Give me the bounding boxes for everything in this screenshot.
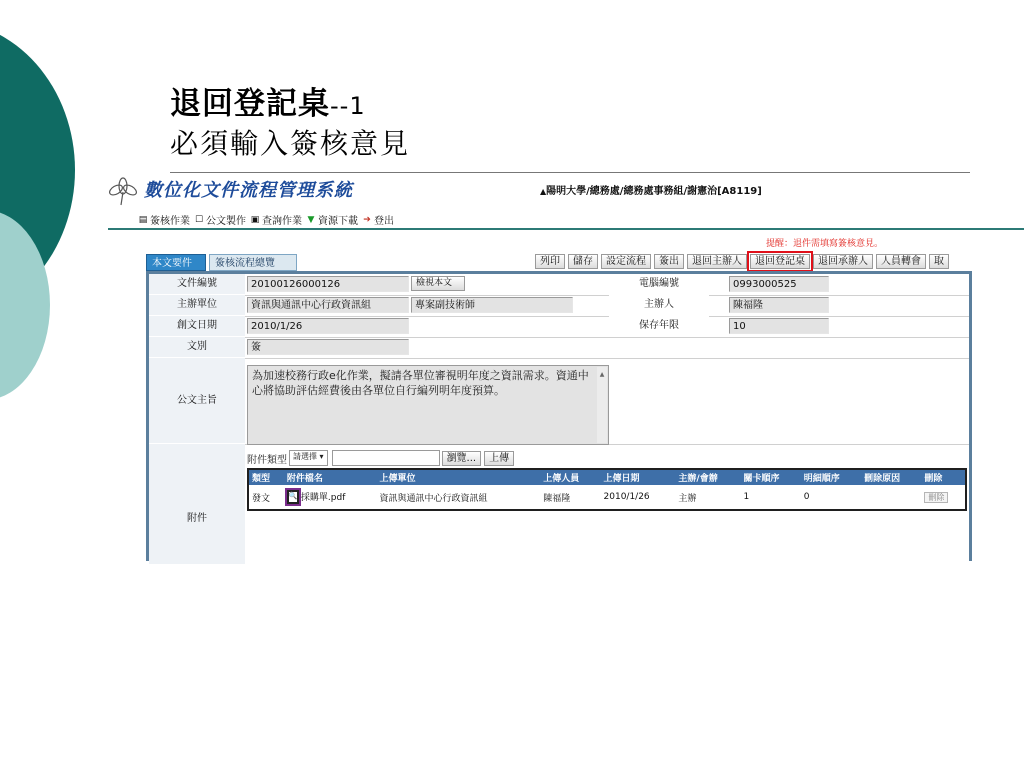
row-date	[149, 316, 969, 338]
subject-text: 為加速校務行政e化作業，擬請各單位審視明年度之資訊需求。資通中心將協助評估經費後由各單位自行編列明年度預算。	[252, 369, 589, 397]
menu-download[interactable]: ▼ 資源下載	[307, 214, 358, 227]
type-label: 文別	[149, 337, 245, 357]
cell-role: 主辦	[678, 493, 697, 504]
unit-label: 主辦單位	[149, 295, 245, 315]
row-subject	[149, 358, 969, 445]
transfer-button[interactable]: 人員轉會	[876, 254, 926, 269]
main-menu	[138, 212, 398, 227]
menu-doc-create[interactable]: ☐ 公文製作	[194, 214, 246, 227]
attachments-table	[247, 468, 967, 511]
cell-reason	[861, 485, 921, 510]
cell-delete	[921, 485, 966, 510]
unit-title-field[interactable]: 專案副技術師	[411, 297, 573, 313]
logo-icon	[108, 176, 138, 206]
cell-unit: 資訊與通訊中心行政資訊組	[379, 493, 488, 504]
menu-logout[interactable]: ➔ 登出	[363, 214, 394, 227]
cell-date: 2010/1/26	[603, 492, 650, 502]
logout-icon: ➔	[363, 214, 371, 225]
computer-no-label: 電腦編號	[609, 274, 709, 294]
file-name-link[interactable]: 採購單.pdf	[300, 492, 346, 503]
handler-label: 主辦人	[609, 295, 709, 315]
type-field[interactable]: 簽	[247, 339, 409, 355]
print-button[interactable]: 列印	[535, 254, 565, 269]
sign-out-button[interactable]: 簽出	[654, 254, 684, 269]
file-icon[interactable]: 🔍	[287, 490, 299, 504]
header-divider	[108, 228, 1024, 230]
row-doc-no	[149, 274, 969, 296]
download-arrow-icon: ▼	[307, 214, 315, 225]
warning-hint: 提醒：退件需填寫簽核意見。	[766, 239, 884, 249]
cell-uploader: 陳福隆	[543, 493, 571, 504]
subject-textarea[interactable]	[247, 365, 609, 445]
slide-title: 退回登記桌--1	[170, 86, 366, 122]
cell-stage: 1	[743, 492, 750, 502]
menu-sign-work[interactable]: ▤ 簽核作業	[138, 214, 190, 227]
document-form	[146, 271, 972, 561]
row-attachments	[149, 444, 969, 564]
attach-type-label: 附件類型	[247, 454, 287, 466]
return-to-host-button[interactable]: 退回主辦人	[687, 254, 747, 269]
upload-button[interactable]: 上傳	[484, 451, 514, 466]
table-header-row	[248, 469, 966, 485]
column-header: 上傳單位	[376, 469, 540, 485]
app-window	[108, 170, 1024, 570]
handler-field[interactable]: 陳福隆	[729, 297, 829, 313]
column-header: 類型	[248, 469, 284, 485]
user-info: ▲陽明大學/總務處/總務處事務組/謝憲治[A8119]	[540, 186, 762, 197]
column-header: 刪除原因	[861, 469, 921, 485]
cell-order: 0	[803, 492, 810, 502]
textarea-scrollbar[interactable]: ▲	[597, 367, 607, 443]
date-label: 創文日期	[149, 316, 245, 336]
printer-icon: ▣	[250, 214, 260, 225]
document-icon: ▤	[138, 214, 148, 225]
column-header: 關卡順序	[740, 469, 800, 485]
delete-button[interactable]: 刪除	[924, 492, 948, 503]
tab-flow-overview[interactable]: 簽核流程總覽	[209, 254, 297, 271]
browse-button[interactable]: 瀏覽...	[442, 451, 482, 466]
keep-years-label: 保存年限	[609, 316, 709, 336]
action-toolbar	[535, 254, 952, 269]
cell-file[interactable]	[284, 485, 377, 510]
subject-label: 公文主旨	[149, 358, 245, 443]
person-icon: ▲	[540, 187, 547, 196]
chevron-down-icon: ▾	[319, 452, 324, 461]
return-to-handler-button[interactable]: 退回承辦人	[813, 254, 873, 269]
row-type	[149, 337, 969, 359]
attachments-label: 附件	[149, 444, 245, 564]
save-button[interactable]: 儲存	[568, 254, 598, 269]
row-unit	[149, 295, 969, 317]
menu-query[interactable]: ▣ 查詢作業	[250, 214, 302, 227]
column-header: 上傳人員	[540, 469, 600, 485]
app-name: 數位化文件流程管理系統	[144, 180, 353, 201]
column-header: 明細順序	[801, 469, 861, 485]
set-flow-button[interactable]: 設定流程	[601, 254, 651, 269]
keep-years-field[interactable]: 10	[729, 318, 829, 334]
attach-type-select[interactable]: 請選擇 ▾	[289, 450, 328, 466]
tab-main-document[interactable]: 本文要件	[146, 254, 206, 271]
return-to-registry-button[interactable]: 退回登記桌	[750, 254, 810, 269]
slide-subtitle: 必須輸入簽核意見	[170, 127, 411, 160]
view-document-button[interactable]: 檢視本文	[411, 276, 465, 291]
date-field[interactable]: 2010/1/26	[247, 318, 409, 334]
doc-no-field[interactable]: 20100126000126	[247, 276, 409, 292]
doc-no-label: 文件編號	[149, 274, 245, 294]
cancel-button[interactable]: 取	[929, 254, 949, 269]
column-header: 刪除	[921, 469, 966, 485]
file-path-input[interactable]	[332, 450, 440, 466]
cell-type: 發文	[252, 493, 271, 504]
edit-icon: ☐	[194, 214, 204, 225]
column-header: 主辦/會辦	[675, 469, 740, 485]
column-header: 附件檔名	[284, 469, 377, 485]
computer-no-field[interactable]: 0993000525	[729, 276, 829, 292]
column-header: 上傳日期	[601, 469, 676, 485]
attach-upload-bar	[247, 450, 517, 466]
unit-field[interactable]: 資訊與通訊中心行政資訊組	[247, 297, 409, 313]
table-row	[248, 485, 966, 510]
